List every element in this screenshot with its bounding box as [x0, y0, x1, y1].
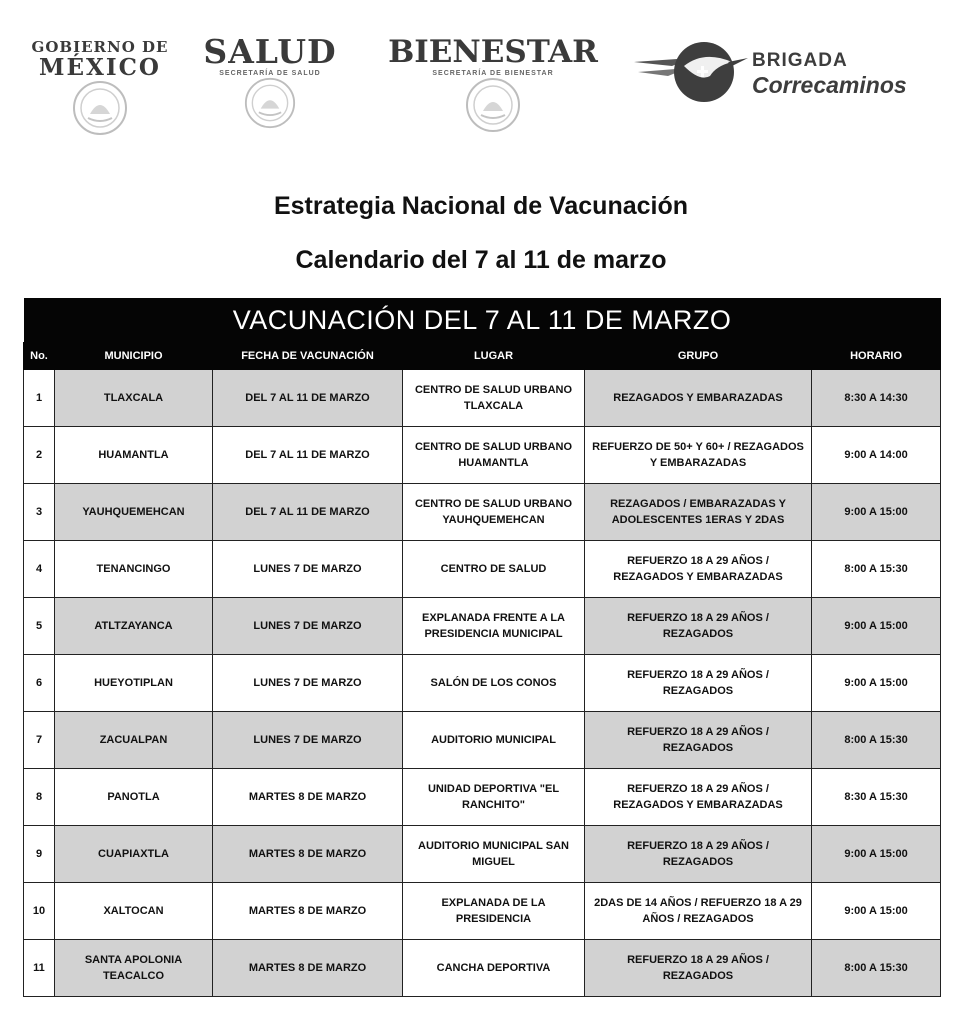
cell-no: 1: [24, 370, 55, 427]
table-row: [24, 427, 941, 484]
table-header-row: [24, 343, 941, 370]
bienestar-logo: [380, 34, 606, 133]
roadrunner-icon: [632, 36, 750, 106]
brigada-line1: BRIGADA: [752, 50, 848, 71]
table-row: [24, 598, 941, 655]
header-municipio: MUNICIPIO: [55, 343, 213, 370]
cell-horario: 9:00 A 14:00: [812, 427, 941, 484]
cell-municipio: SANTA APOLONIA TEACALCO: [55, 940, 213, 997]
cell-municipio: XALTOCAN: [55, 883, 213, 940]
cell-lugar: CENTRO DE SALUD URBANO HUAMANTLA: [403, 427, 585, 484]
cell-fecha: MARTES 8 DE MARZO: [213, 769, 403, 826]
cell-lugar: CENTRO DE SALUD: [403, 541, 585, 598]
bienestar-name: BIENESTAR: [388, 34, 598, 70]
cell-lugar: AUDITORIO MUNICIPAL SAN MIGUEL: [403, 826, 585, 883]
cell-grupo: REFUERZO 18 A 29 AÑOS / REZAGADOS: [585, 712, 812, 769]
cell-no: 7: [24, 712, 55, 769]
cell-horario: 9:00 A 15:00: [812, 598, 941, 655]
table-row: [24, 655, 941, 712]
cell-no: 5: [24, 598, 55, 655]
cell-horario: 9:00 A 15:00: [812, 655, 941, 712]
cell-lugar: EXPLANADA DE LA PRESIDENCIA: [403, 883, 585, 940]
cell-no: 9: [24, 826, 55, 883]
cell-fecha: DEL 7 AL 11 DE MARZO: [213, 370, 403, 427]
cell-fecha: MARTES 8 DE MARZO: [213, 940, 403, 997]
vaccination-schedule-table: [23, 298, 941, 997]
cell-municipio: YAUHQUEMEHCAN: [55, 484, 213, 541]
cell-fecha: LUNES 7 DE MARZO: [213, 541, 403, 598]
cell-grupo: REFUERZO 18 A 29 AÑOS / REZAGADOS: [585, 598, 812, 655]
cell-horario: 8:00 A 15:30: [812, 541, 941, 598]
cell-horario: 8:00 A 15:30: [812, 712, 941, 769]
table-row: [24, 541, 941, 598]
bienestar-seal-icon: [465, 77, 521, 133]
cell-lugar: UNIDAD DEPORTIVA "EL RANCHITO": [403, 769, 585, 826]
cell-horario: 8:00 A 15:30: [812, 940, 941, 997]
cell-fecha: LUNES 7 DE MARZO: [213, 598, 403, 655]
cell-grupo: REFUERZO 18 A 29 AÑOS / REZAGADOS: [585, 940, 812, 997]
salud-sub: SECRETARÍA DE SALUD: [219, 70, 321, 77]
cell-horario: 9:00 A 15:00: [812, 826, 941, 883]
table-row: [24, 370, 941, 427]
cell-grupo: REZAGADOS Y EMBARAZADAS: [585, 370, 812, 427]
cell-fecha: DEL 7 AL 11 DE MARZO: [213, 427, 403, 484]
cell-municipio: ATLTZAYANCA: [55, 598, 213, 655]
table-row: [24, 769, 941, 826]
national-seal-icon: [72, 80, 128, 136]
gobierno-de-mexico-logo: [30, 38, 170, 136]
table-row: [24, 484, 941, 541]
bienestar-sub: SECRETARÍA DE BIENESTAR: [432, 70, 554, 77]
cell-municipio: HUEYOTIPLAN: [55, 655, 213, 712]
cell-horario: 8:30 A 15:30: [812, 769, 941, 826]
cell-grupo: REFUERZO DE 50+ Y 60+ / REZAGADOS Y EMBARAZADAS: [585, 427, 812, 484]
cell-municipio: HUAMANTLA: [55, 427, 213, 484]
header-lugar: LUGAR: [403, 343, 585, 370]
header-horario: HORARIO: [812, 343, 941, 370]
table-row: [24, 826, 941, 883]
salud-seal-icon: [244, 77, 296, 129]
cell-municipio: ZACUALPAN: [55, 712, 213, 769]
cell-no: 4: [24, 541, 55, 598]
page-title: Estrategia Nacional de Vacunación: [273, 192, 689, 220]
cell-lugar: CENTRO DE SALUD URBANO TLAXCALA: [403, 370, 585, 427]
cell-fecha: MARTES 8 DE MARZO: [213, 826, 403, 883]
cell-horario: 8:30 A 14:30: [812, 370, 941, 427]
table-row: [24, 712, 941, 769]
header-no: No.: [24, 343, 55, 370]
cell-lugar: CANCHA DEPORTIVA: [403, 940, 585, 997]
cell-no: 2: [24, 427, 55, 484]
cell-no: 8: [24, 769, 55, 826]
cell-municipio: TLAXCALA: [55, 370, 213, 427]
cell-municipio: PANOTLA: [55, 769, 213, 826]
cell-grupo: REFUERZO 18 A 29 AÑOS / REZAGADOS Y EMBARAZADAS: [585, 541, 812, 598]
cell-no: 10: [24, 883, 55, 940]
cell-no: 11: [24, 940, 55, 997]
cell-no: 6: [24, 655, 55, 712]
gobierno-line1: GOBIERNO DE: [31, 38, 169, 56]
page-subtitle: Calendario del 7 al 11 de marzo: [295, 246, 667, 274]
cell-fecha: DEL 7 AL 11 DE MARZO: [213, 484, 403, 541]
header-logos: [0, 0, 962, 170]
cell-fecha: LUNES 7 DE MARZO: [213, 712, 403, 769]
header-grupo: GRUPO: [585, 343, 812, 370]
cell-grupo: 2DAS DE 14 AÑOS / REFUERZO 18 A 29 AÑOS / REZAGADOS: [585, 883, 812, 940]
brigada-line2: Correcaminos: [752, 72, 907, 98]
header-fecha: FECHA DE VACUNACIÓN: [213, 343, 403, 370]
salud-logo: [200, 34, 340, 129]
cell-lugar: EXPLANADA FRENTE A LA PRESIDENCIA MUNICIPAL: [403, 598, 585, 655]
cell-grupo: REFUERZO 18 A 29 AÑOS / REZAGADOS Y EMBARAZADAS: [585, 769, 812, 826]
brigada-correcaminos-logo: [632, 36, 942, 106]
table-row: [24, 883, 941, 940]
salud-name: SALUD: [203, 32, 337, 71]
cell-municipio: CUAPIAXTLA: [55, 826, 213, 883]
cell-horario: 9:00 A 15:00: [812, 484, 941, 541]
cell-grupo: REZAGADOS / EMBARAZADAS Y ADOLESCENTES 1ERAS Y 2DAS: [585, 484, 812, 541]
cell-fecha: MARTES 8 DE MARZO: [213, 883, 403, 940]
gobierno-line2: MÉXICO: [39, 54, 161, 81]
table-body: [24, 370, 941, 997]
cell-lugar: CENTRO DE SALUD URBANO YAUHQUEMEHCAN: [403, 484, 585, 541]
cell-fecha: LUNES 7 DE MARZO: [213, 655, 403, 712]
cell-municipio: TENANCINGO: [55, 541, 213, 598]
cell-no: 3: [24, 484, 55, 541]
table-banner: VACUNACIÓN DEL 7 AL 11 DE MARZO: [24, 298, 941, 343]
table-row: [24, 940, 941, 997]
cell-grupo: REFUERZO 18 A 29 AÑOS / REZAGADOS: [585, 826, 812, 883]
cell-lugar: AUDITORIO MUNICIPAL: [403, 712, 585, 769]
cell-lugar: SALÓN DE LOS CONOS: [403, 655, 585, 712]
cell-horario: 9:00 A 15:00: [812, 883, 941, 940]
cell-grupo: REFUERZO 18 A 29 AÑOS / REZAGADOS: [585, 655, 812, 712]
